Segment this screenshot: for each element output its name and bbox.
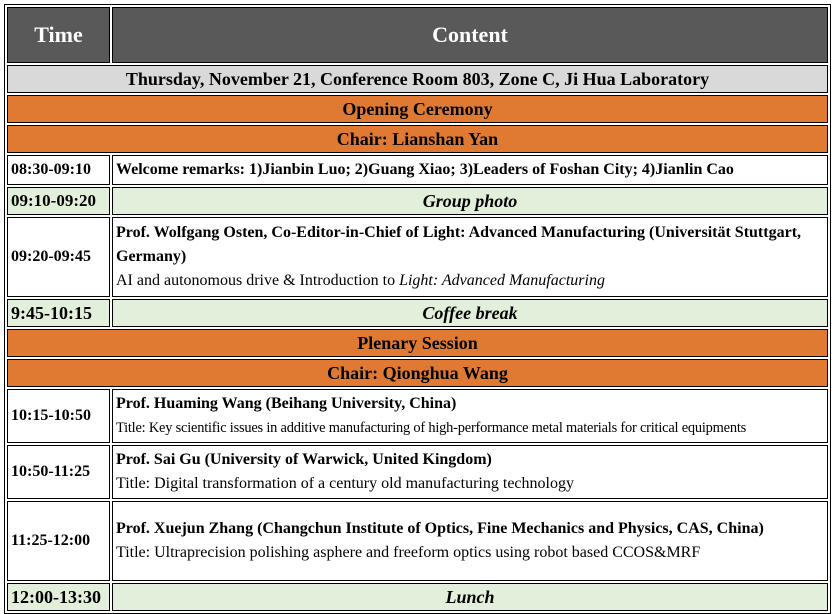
speaker-name: Prof. Xuejun Zhang (Changchun Institute of Optics, Fine Mechanics and Physics, CAS, China) [116,520,764,537]
section-row-opening [7,95,828,123]
time-cell: 11:25-12:00 [7,501,110,581]
talk-title: Title: Ultraprecision polishing asphere and freeform optics using robot based CCOS&MRF [116,544,701,561]
content-cell [112,217,828,297]
day-label: Thursday, November 21, Conference Room 803, Zone C, Ji Hua Laboratory [7,65,828,93]
break-row-coffee [7,299,828,327]
talk-title: Title: Key scientific issues in additive manufacturing of high-performance metal materials for critical equipments [116,420,747,436]
break-row-group-photo [7,187,828,215]
day-row [7,65,828,93]
talk-title [116,269,824,293]
table-row [7,389,828,443]
break-label: Lunch [112,583,828,611]
chair-label-opening: Chair: Lianshan Yan [7,125,828,153]
time-cell: 08:30-09:10 [7,155,110,185]
speaker-name: Prof. Sai Gu (University of Warwick, United Kingdom) [116,451,492,468]
time-cell: 09:20-09:45 [7,217,110,297]
table-row-osten [7,217,828,297]
content-cell [112,155,828,185]
time-cell: 12:00-13:30 [7,583,110,611]
table-row-welcome [7,155,828,185]
header-row [7,7,828,63]
table-row [7,501,828,581]
table-row [7,445,828,499]
break-label: Group photo [112,187,828,215]
content-cell [112,389,828,443]
chair-label-plenary: Chair: Qionghua Wang [7,359,828,387]
content-cell [112,501,828,581]
chair-row-opening [7,125,828,153]
journal-name: Light: Advanced Manufacturing [399,272,605,289]
talk-title-text: AI and autonomous drive & Introduction to [116,272,400,289]
chair-row-plenary [7,359,828,387]
speaker-name: Prof. Wolfgang Osten, Co-Editor-in-Chief of Light: Advanced Manufacturing (Universität Stuttgart, Germany) [116,224,802,265]
content-cell [112,445,828,499]
time-cell: 9:45-10:15 [7,299,110,327]
welcome-text: Welcome remarks: 1)Jianbin Luo; 2)Guang Xiao; 3)Leaders of Foshan City; 4)Jianlin Cao [116,161,734,178]
break-row-lunch [7,583,828,611]
talk-title: Title: Digital transformation of a century old manufacturing technology [116,475,574,492]
section-row-plenary [7,329,828,357]
section-title-plenary: Plenary Session [7,329,828,357]
speaker-name: Prof. Huaming Wang (Beihang University, China) [116,395,457,412]
schedule-table [4,4,831,614]
break-label: Coffee break [112,299,828,327]
time-cell: 10:50-11:25 [7,445,110,499]
time-cell: 09:10-09:20 [7,187,110,215]
time-cell: 10:15-10:50 [7,389,110,443]
header-content: Content [112,7,828,63]
header-time: Time [7,7,110,63]
section-title-opening: Opening Ceremony [7,95,828,123]
